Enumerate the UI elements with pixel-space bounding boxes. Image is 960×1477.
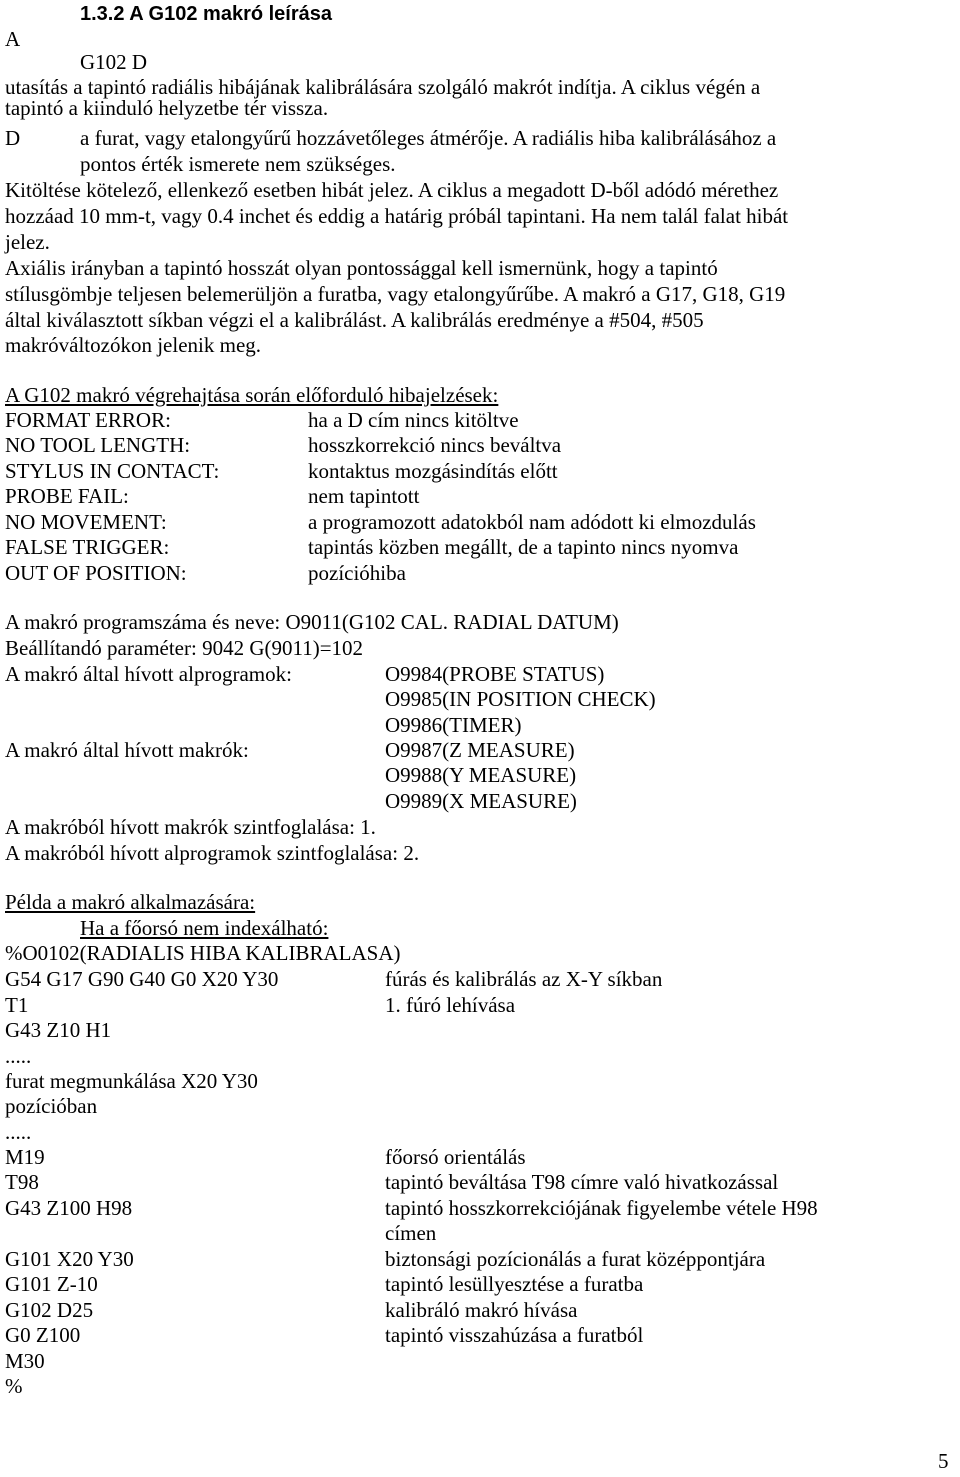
example-code-comment: címen	[385, 1221, 437, 1245]
d-description-2: pontos érték ismerete nem szükséges.	[80, 152, 396, 176]
example-code-line: furat megmunkálása X20 Y30	[5, 1069, 258, 1093]
example-code-line: pozícióban	[5, 1094, 98, 1118]
error-code: PROBE FAIL:	[5, 484, 129, 508]
macro-program: A makró programszáma és neve: O9011(G102 CAL. RADIAL DATUM)	[5, 610, 619, 634]
example-code-comment: kalibráló makró hívása	[385, 1298, 578, 1322]
example-code-comment: főorsó orientálás	[385, 1145, 526, 1169]
error-code: OUT OF POSITION:	[5, 561, 187, 585]
error-description: tapintás közben megállt, de a tapinto nincs nyomva	[308, 535, 739, 559]
example-code-line: G101 X20 Y30	[5, 1247, 134, 1271]
intro-letter-a: A	[5, 27, 21, 51]
example-code-line: M19	[5, 1145, 45, 1169]
example-code-line: G43 Z10 H1	[5, 1018, 112, 1042]
subprogram-item: O9985(IN POSITION CHECK)	[385, 687, 656, 711]
macro-item: O9987(Z MEASURE)	[385, 738, 575, 762]
subprogram-item: O9986(TIMER)	[385, 713, 522, 737]
example-code-line: G101 Z-10	[5, 1272, 98, 1296]
example-code-line: .....	[5, 1044, 32, 1068]
example-code-line: T1	[5, 993, 29, 1017]
example-title: Példa a makró alkalmazására:	[5, 890, 256, 914]
macros-label: A makró által hívott makrók:	[5, 738, 249, 762]
example-code-line: M30	[5, 1349, 45, 1373]
fill-line-3: jelez.	[5, 230, 50, 254]
macro-item: O9989(X MEASURE)	[385, 789, 577, 813]
axial-line-4: makróváltozókon jelenik meg.	[5, 333, 262, 357]
example-program-name: %O0102(RADIALIS HIBA KALIBRALASA)	[5, 941, 401, 965]
intro-line-2: tapintó a kiinduló helyzetbe tér vissza.	[5, 96, 329, 120]
subprogram-item: O9984(PROBE STATUS)	[385, 662, 605, 686]
errors-title: A G102 makró végrehajtása során előforduló hibajelzések:	[5, 383, 499, 407]
macro-parameter: Beállítandó paraméter: 9042 G(9011)=102	[5, 636, 364, 660]
axial-line-2: stílusgömbje teljesen belemerüljön a furatba, vagy etalongyűrűbe. A makró a G17, G18, G19	[5, 282, 786, 306]
example-code-line: G0 Z100	[5, 1323, 81, 1347]
section-heading: 1.3.2 A G102 makró leírása	[80, 3, 333, 25]
error-description: kontaktus mozgásindítás előtt	[308, 459, 558, 483]
error-description: pozícióhiba	[308, 561, 406, 585]
example-code-line: G102 D25	[5, 1298, 94, 1322]
error-code: NO MOVEMENT:	[5, 510, 167, 534]
d-description-1: a furat, vagy etalongyűrű hozzávetőleges átmérője. A radiális hiba kalibrálásához a	[80, 126, 777, 150]
example-code-comment: 1. fúró lehívása	[385, 993, 516, 1017]
fill-line-1: Kitöltése kötelező, ellenkező esetben hibát jelez. A ciklus a megadott D-ből adódó mérethez	[5, 178, 779, 202]
example-subtitle: Ha a főorsó nem indexálható:	[80, 916, 329, 940]
error-code: FALSE TRIGGER:	[5, 535, 170, 559]
example-code-line: %	[5, 1374, 23, 1398]
nest-subprograms: A makróból hívott alprogramok szintfoglalása: 2.	[5, 841, 420, 865]
example-code-comment: tapintó beváltása T98 címre való hivatkozással	[385, 1170, 779, 1194]
fill-line-2: hozzáad 10 mm-t, vagy 0.4 inchet és eddig a határig próbál tapintani. Ha nem talál falat hibát	[5, 204, 789, 228]
error-description: a programozott adatokból nam adódott ki elmozdulás	[308, 510, 756, 534]
example-code-comment: tapintó hosszkorrekciójának figyelembe vétele H98	[385, 1196, 818, 1220]
axial-line-3: által kiválasztott síkban végzi el a kalibrálást. A kalibrálás eredménye a #504, #505	[5, 308, 704, 332]
error-description: nem tapintott	[308, 484, 420, 508]
intro-line-1: utasítás a tapintó radiális hibájának kalibrálására szolgáló makrót indítja. A ciklus végén a	[5, 75, 761, 99]
example-code-comment: tapintó lesüllyesztése a furatba	[385, 1272, 644, 1296]
example-code-line: T98	[5, 1170, 39, 1194]
error-description: hosszkorrekció nincs beváltva	[308, 433, 562, 457]
example-code-comment: biztonsági pozícionálás a furat középpontjára	[385, 1247, 766, 1271]
page-number: 5	[938, 1449, 949, 1473]
example-code-line: .....	[5, 1120, 32, 1144]
subprograms-label: A makró által hívott alprogramok:	[5, 662, 292, 686]
nest-macros: A makróból hívott makrók szintfoglalása: 1.	[5, 815, 376, 839]
example-code-comment: tapintó visszahúzása a furatból	[385, 1323, 644, 1347]
example-code-comment: fúrás és kalibrálás az X-Y síkban	[385, 967, 663, 991]
error-code: FORMAT ERROR:	[5, 408, 171, 432]
macro-item: O9988(Y MEASURE)	[385, 763, 577, 787]
example-code-line: G54 G17 G90 G40 G0 X20 Y30	[5, 967, 279, 991]
error-description: ha a D cím nincs kitöltve	[308, 408, 519, 432]
example-code-line: G43 Z100 H98	[5, 1196, 133, 1220]
error-code: NO TOOL LENGTH:	[5, 433, 191, 457]
intro-g102-d: G102 D	[80, 50, 148, 74]
error-code: STYLUS IN CONTACT:	[5, 459, 220, 483]
d-label: D	[5, 126, 21, 150]
axial-line-1: Axiális irányban a tapintó hosszát olyan pontossággal kell ismernünk, hogy a tapintó	[5, 256, 718, 280]
